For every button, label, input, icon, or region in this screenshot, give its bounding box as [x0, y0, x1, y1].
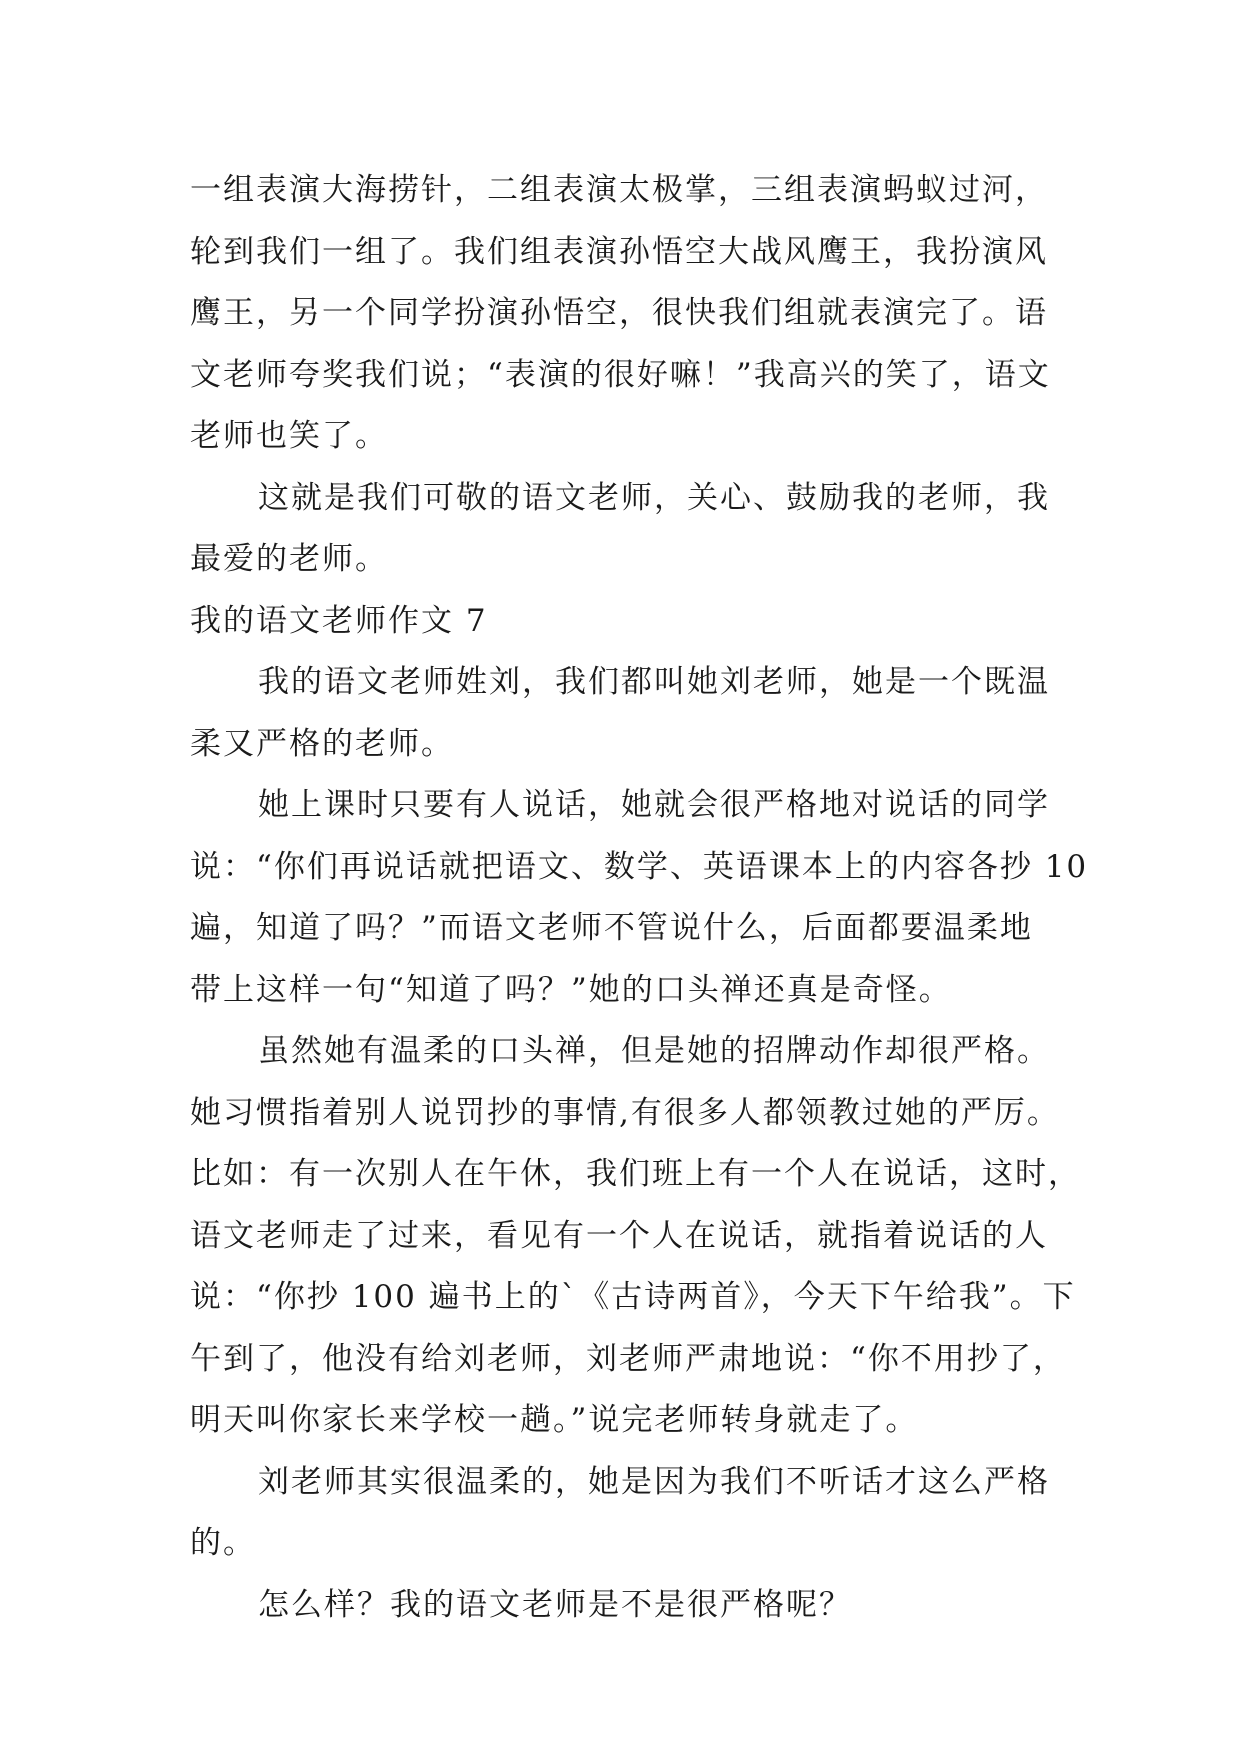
text-line: 鹰王，另一个同学扮演孙悟空，很快我们组就表演完了。语 [190, 295, 1048, 331]
text-line: 我的语文老师作文 7 [190, 602, 488, 639]
text-line: 这就是我们可敬的语文老师，关心、鼓励我的老师，我 [258, 479, 1050, 516]
document-body [190, 160, 1089, 1636]
text-line: 柔又严格的老师。 [190, 725, 454, 762]
text-line: 她习惯指着别人说罚抄的事情,有很多人都领教过她的严厉。 [190, 1094, 1060, 1131]
text-line: 虽然她有温柔的口头禅，但是她的招牌动作却很严格。 [258, 1033, 1050, 1069]
text-line: 文老师夸奖我们说；“表演的很好嘛！”我高兴的笑了，语文 [190, 356, 1051, 393]
text-line: 轮到我们一组了。我们组表演孙悟空大战风鹰王，我扮演风 [190, 233, 1048, 270]
text-line: 带上这样一句“知道了吗？”她的口头禅还真是奇怪。 [190, 971, 952, 1008]
text-line: 老师也笑了。 [190, 418, 388, 454]
text-line: 她上课时只要有人说话，她就会很严格地对说话的同学 [258, 787, 1050, 823]
text-line: 我的语文老师姓刘，我们都叫她刘老师，她是一个既温 [258, 664, 1050, 700]
text-line: 说：“你抄 100 遍书上的`《古诗两首》，今天下午给我”。下 [190, 1279, 1076, 1315]
text-line: 一组表演大海捞针，二组表演太极掌，三组表演蚂蚁过河， [190, 172, 1048, 208]
text-line: 明天叫你家长来学校一趟。”说完老师转身就走了。 [190, 1402, 919, 1438]
text-line: 语文老师走了过来，看见有一个人在说话，就指着说话的人 [190, 1217, 1048, 1254]
text-line: 遍，知道了吗？”而语文老师不管说什么，后面都要温柔地 [190, 910, 1033, 946]
text-line: 说：“你们再说话就把语文、数学、英语课本上的内容各抄 10 [190, 848, 1089, 885]
text-line: 的。 [190, 1525, 256, 1561]
text-line: 最爱的老师。 [190, 541, 388, 577]
text-line: 比如：有一次别人在午休，我们班上有一个人在说话，这时， [190, 1156, 1081, 1192]
text-line: 刘老师其实很温柔的，她是因为我们不听话才这么严格 [258, 1463, 1050, 1500]
text-line: 午到了，他没有给刘老师，刘老师严肃地说：“你不用抄了， [190, 1340, 1066, 1377]
text-line: 怎么样？我的语文老师是不是很严格呢？ [258, 1586, 852, 1623]
